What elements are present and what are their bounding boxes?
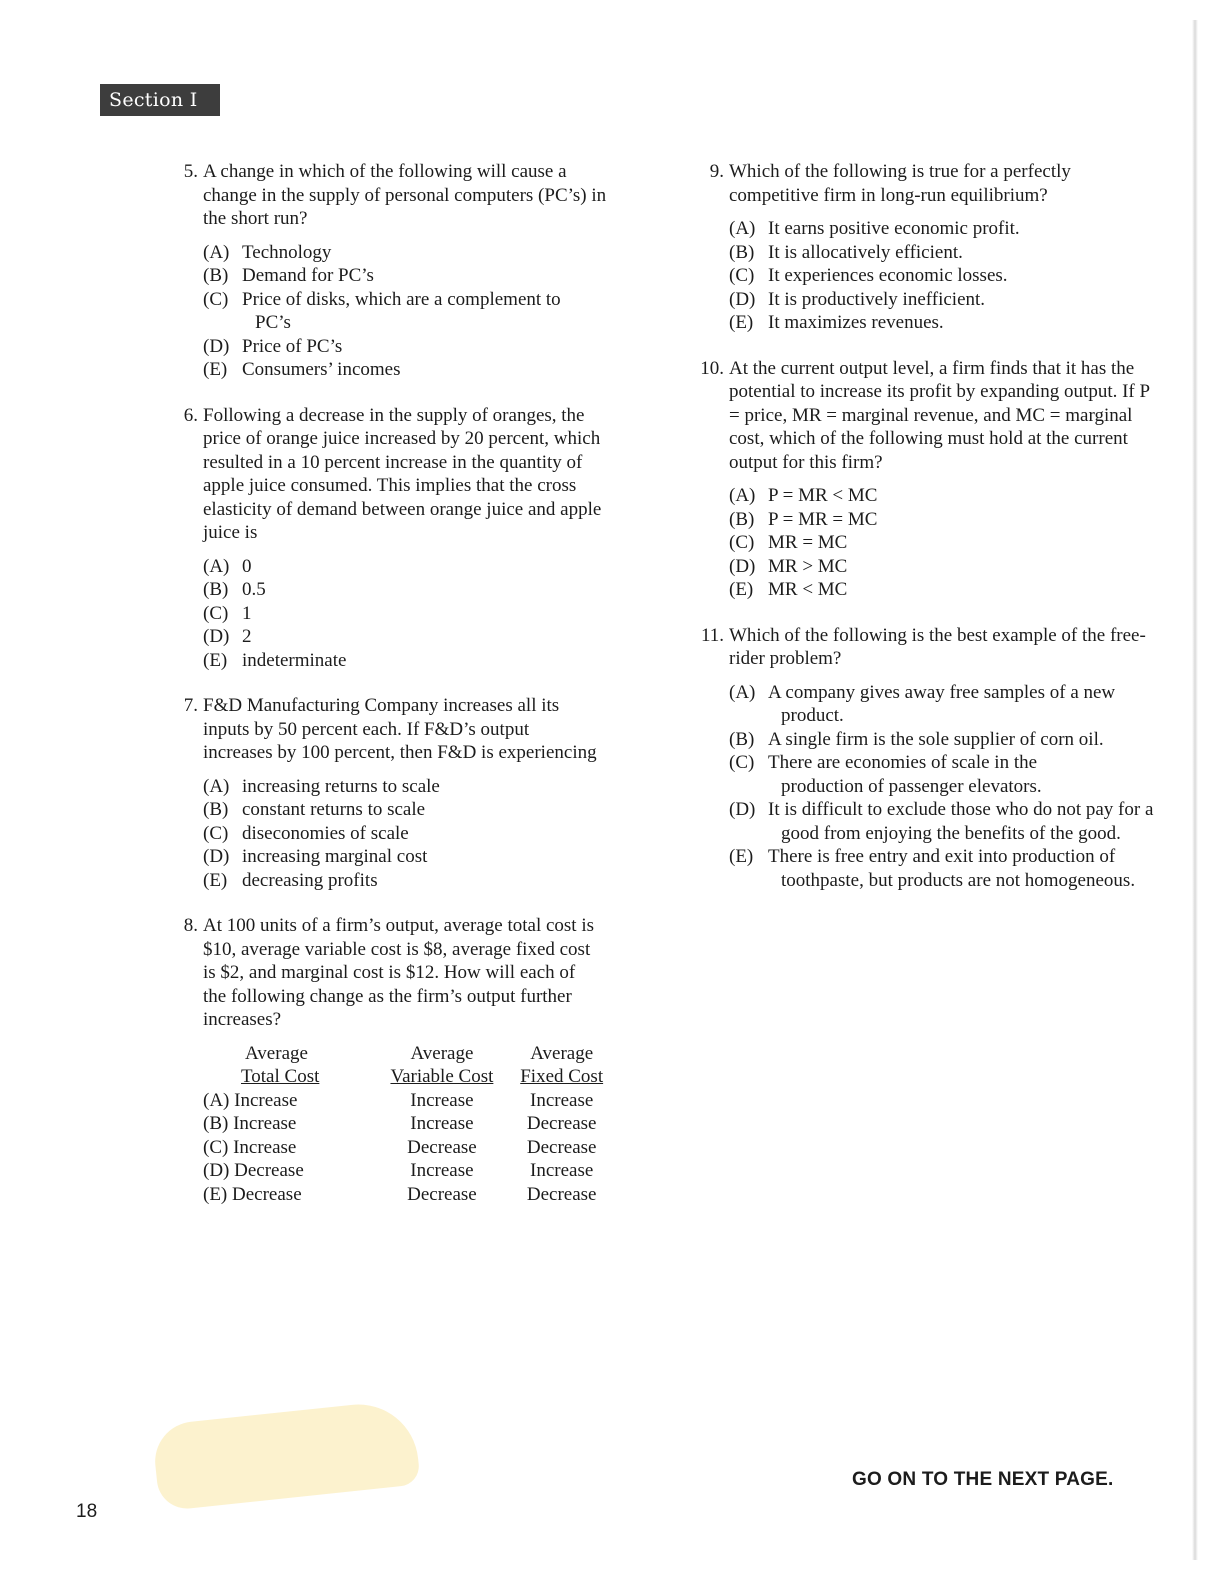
answer-option-a[interactable] [729, 484, 1164, 508]
option-text: A single firm is the sole supplier of corn oil. [768, 728, 1104, 750]
table-cell [203, 1089, 379, 1113]
next-page-notice: GO ON TO THE NEXT PAGE. [852, 1469, 1114, 1490]
column-header: Average [530, 1042, 594, 1064]
question-6 [168, 404, 618, 673]
option-letter: (B) [203, 1113, 229, 1134]
answer-option-b[interactable] [729, 728, 1164, 752]
answer-option-e[interactable] [203, 869, 618, 893]
question-number: 8. [183, 915, 198, 936]
atc-value: Increase [233, 1136, 297, 1158]
option-text: MR = MC [768, 532, 848, 553]
option-letter: (B) [729, 241, 755, 263]
option-text: Price of disks, which are a complement to PC’s [242, 288, 561, 333]
avc-value: Increase [410, 1089, 474, 1111]
option-letter: (D) [203, 335, 230, 357]
question-stem: Following a decrease in the supply of oranges, the price of orange juice increased by 20 percent, which resulted in a 10 percent increase in the quantity of apple juice consumed. This implies that the cross elasticity of demand between orange juice and apple juice is [203, 404, 602, 543]
question-stem: A change in which of the following will cause a change in the supply of personal computers (PC’s) in the short run? [203, 161, 607, 229]
question-stem: F&D Manufacturing Company increases all its inputs by 50 percent each. If F&D’s output increases by 100 percent, then F&D is experiencing [203, 695, 597, 763]
answer-option-d[interactable] [729, 798, 1188, 845]
answer-option-b[interactable] [729, 241, 1164, 265]
avc-value: Increase [410, 1160, 474, 1181]
option-text: constant returns to scale [242, 799, 426, 820]
option-text: Price of PC’s [242, 335, 343, 357]
question-5 [168, 160, 618, 382]
answer-option-c[interactable] [729, 751, 1113, 798]
answer-option-d[interactable] [203, 1159, 618, 1183]
option-text: 0.5 [242, 579, 266, 600]
answer-option-c[interactable] [203, 288, 572, 335]
afc-value: Decrease [526, 1136, 597, 1158]
answer-option-b[interactable] [203, 264, 618, 288]
option-letter: (A) [203, 555, 230, 577]
option-text: 2 [242, 626, 252, 647]
answer-option-d[interactable] [203, 845, 618, 869]
option-letter: (D) [729, 555, 756, 577]
answer-option-e[interactable] [203, 1183, 618, 1207]
answer-option-c[interactable] [203, 1136, 618, 1160]
question-number: 7. [183, 695, 198, 716]
answer-option-e[interactable] [203, 358, 618, 382]
option-text: Demand for PC’s [242, 265, 374, 286]
afc-value: Decrease [526, 1113, 597, 1134]
question-number: 6. [183, 404, 198, 426]
option-text: There is free entry and exit into production of toothpaste, but products are not homogeneous. [768, 846, 1136, 891]
question-stem: At 100 units of a firm’s output, average total cost is $10, average variable cost is $8, average fixed cost is $2, and marginal cost is $12. How will each of the following change as the firm’s output further increases? [203, 915, 595, 1030]
option-letter: (C) [203, 822, 229, 844]
question-10 [694, 357, 1164, 602]
option-letter: (A) [203, 1089, 230, 1111]
answer-option-a[interactable] [729, 681, 1158, 728]
answer-option-c[interactable] [203, 822, 618, 846]
option-text: P = MR = MC [768, 508, 878, 530]
afc-value: Increase [530, 1160, 594, 1181]
option-text: It experiences economic losses. [768, 265, 1008, 286]
question-8 [168, 914, 618, 1206]
cost-change-table [203, 1042, 618, 1207]
section-label: Section I [100, 84, 220, 116]
answer-option-b[interactable] [203, 798, 618, 822]
option-letter: (B) [203, 579, 229, 600]
table-header-row [203, 1065, 618, 1089]
atc-value: Decrease [234, 1160, 304, 1181]
question-11 [694, 624, 1164, 893]
option-text: indeterminate [242, 649, 347, 671]
option-letter: (B) [203, 799, 229, 820]
table-header-row [203, 1042, 618, 1066]
answer-option-a[interactable] [203, 1089, 618, 1113]
avc-value: Decrease [407, 1183, 477, 1205]
answer-option-d[interactable] [203, 625, 618, 649]
afc-value: Decrease [526, 1183, 597, 1205]
option-text: A company gives away free samples of a new product. [768, 681, 1116, 726]
option-letter: (C) [729, 752, 755, 773]
question-number: 10. [700, 357, 724, 379]
left-column [168, 160, 618, 1228]
afc-value: Increase [530, 1089, 594, 1111]
option-letter: (E) [203, 359, 228, 380]
option-letter: (B) [729, 728, 755, 750]
question-stem: Which of the following is true for a perfectly competitive firm in long-run equilibrium? [729, 161, 1071, 206]
highlighter-mark [151, 1399, 421, 1512]
answer-option-b[interactable] [729, 508, 1164, 532]
option-letter: (A) [203, 775, 230, 797]
option-letter: (C) [203, 602, 229, 624]
option-letter: (D) [203, 626, 230, 647]
table-cell [203, 1112, 379, 1136]
answer-options [203, 241, 618, 382]
answer-option-a[interactable] [203, 555, 618, 579]
option-letter: (D) [729, 799, 756, 820]
answer-option-b[interactable] [203, 578, 618, 602]
option-text: increasing marginal cost [242, 846, 428, 867]
answer-option-d[interactable] [203, 335, 618, 359]
option-letter: (A) [203, 241, 230, 263]
option-letter: (C) [729, 265, 755, 286]
question-number: 5. [183, 161, 198, 182]
table-cell [203, 1159, 379, 1183]
option-text: decreasing profits [242, 869, 378, 891]
question-stem: Which of the following is the best example of the free-rider problem? [729, 624, 1146, 669]
option-text: There are economies of scale in the production of passenger elevators. [768, 752, 1042, 797]
avc-value: Increase [410, 1113, 474, 1134]
answer-options [203, 555, 618, 673]
answer-option-e[interactable] [729, 578, 1164, 602]
answer-options [729, 217, 1164, 335]
page-edge-shadow [1192, 20, 1198, 1560]
option-text: Consumers’ incomes [242, 359, 401, 380]
answer-option-e[interactable] [729, 845, 1193, 892]
answer-option-a[interactable] [203, 775, 618, 799]
option-text: It is allocatively efficient. [768, 241, 963, 263]
question-7 [168, 694, 618, 892]
column-header: Average [410, 1042, 474, 1064]
question-stem: At the current output level, a firm finds that it has the potential to increase its profit by expanding output. If P = price, MR = marginal revenue, and MC = marginal cost, which of the following must hold at the current output for this firm? [729, 357, 1150, 473]
atc-value: Decrease [232, 1183, 302, 1205]
column-header: Fixed Cost [520, 1066, 604, 1087]
avc-value: Decrease [407, 1136, 477, 1158]
answer-option-c[interactable] [729, 531, 1164, 555]
option-letter: (E) [203, 869, 228, 891]
question-number: 11. [700, 624, 724, 646]
option-text: 0 [242, 555, 252, 577]
answer-option-c[interactable] [203, 602, 618, 626]
option-letter: (D) [203, 846, 230, 867]
right-column [694, 160, 1164, 914]
answer-option-a[interactable] [729, 217, 1164, 241]
question-number: 9. [709, 161, 724, 182]
option-text: MR < MC [768, 579, 848, 600]
column-header: Average [245, 1042, 308, 1064]
question-9 [694, 160, 1164, 335]
option-text: increasing returns to scale [242, 775, 440, 797]
option-text: diseconomies of scale [242, 822, 409, 844]
option-letter: (E) [729, 312, 754, 333]
answer-option-d[interactable] [729, 555, 1164, 579]
answer-options [729, 484, 1164, 602]
answer-options [729, 681, 1164, 893]
option-letter: (D) [729, 288, 756, 310]
option-letter: (D) [203, 1160, 230, 1181]
option-letter: (E) [203, 649, 228, 671]
option-letter: (A) [729, 218, 756, 239]
answer-option-e[interactable] [203, 649, 618, 673]
option-text: It maximizes revenues. [768, 312, 944, 333]
option-text: Technology [242, 241, 332, 263]
option-letter: (A) [729, 681, 756, 703]
option-text: It earns positive economic profit. [768, 218, 1020, 239]
option-letter: (B) [203, 265, 229, 286]
option-letter: (E) [203, 1183, 228, 1205]
atc-value: Increase [233, 1113, 297, 1134]
option-text: P = MR < MC [768, 485, 878, 506]
table-cell [203, 1136, 379, 1160]
answer-option-e[interactable] [729, 311, 1164, 335]
column-header: Total Cost [241, 1066, 320, 1087]
option-letter: (C) [729, 532, 755, 553]
table-cell [203, 1183, 379, 1207]
answer-options [203, 775, 618, 893]
option-letter: (E) [729, 579, 754, 600]
column-header: Variable Cost [390, 1066, 494, 1087]
option-letter: (B) [729, 508, 755, 530]
answer-option-c[interactable] [729, 264, 1164, 288]
option-letter: (E) [729, 846, 754, 867]
option-text: It is difficult to exclude those who do not pay for a good from enjoying the benefits of the good. [768, 799, 1154, 844]
option-letter: (A) [729, 485, 756, 506]
atc-value: Increase [234, 1089, 298, 1111]
option-text: 1 [242, 602, 252, 624]
answer-option-b[interactable] [203, 1112, 618, 1136]
answer-option-d[interactable] [729, 288, 1164, 312]
page-number: 18 [76, 1501, 98, 1522]
option-text: MR > MC [768, 555, 848, 577]
option-text: It is productively inefficient. [768, 288, 986, 310]
option-letter: (C) [203, 1136, 229, 1158]
answer-option-a[interactable] [203, 241, 618, 265]
option-letter: (C) [203, 288, 229, 310]
